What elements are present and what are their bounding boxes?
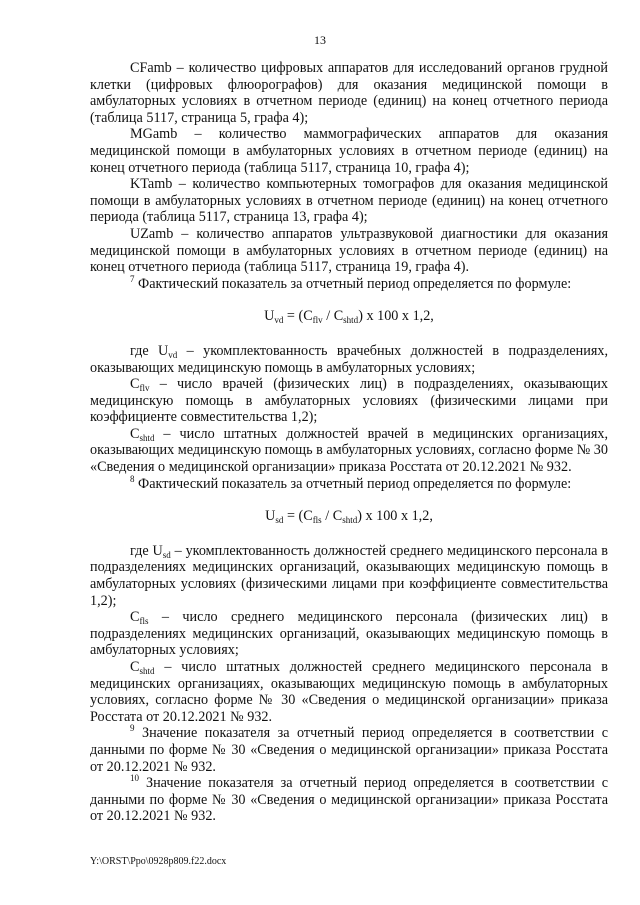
- definition-cshtd-doctors: $C_{shtd}$ – число штатных должностей врачей в медицинских организациях, оказывающих медицинскую помощь в амбулаторных условиях, согласно форме № 30 «Сведения о медицинской организации» приказа Росстата от 20.12.2021 № 932.: [90, 425, 608, 476]
- page-number: 13: [314, 33, 326, 47]
- formula-usd: $U_{sd} = (C_{fls} / C_{shtd})$ x 100 x 1,2,: [265, 508, 433, 526]
- definition-uvd: где $U_{vd}$ – укомплектованность врачебных должностей в подразделениях, оказывающих медицинскую помощь в амбулаторных условиях;: [90, 342, 609, 376]
- formula-uvd: $U_{vd} = (C_{flv} / C_{shtd})$ x 100 x 1,2,: [264, 308, 434, 326]
- definition-usd: где $U_{sd}$ – укомплектованность должностей среднего медицинского персонала в подразделениях медицинских организаций, оказывающих медицинскую помощь в амбулаторных условиях (физическими лицами при коэффициенте совместительства 1,2);: [90, 542, 609, 609]
- paragraph-mgamb: MGamb – количество маммографических аппаратов для оказания медицинской помощи в амбулаторных условиях в отчетном периоде (единиц) на конец отчетного периода (таблица 5117, страница 10, графа 4);: [90, 126, 608, 176]
- definition-cfls: $C_{fls}$ – число среднего медицинского персонала (физических лиц) в подразделениях медицинских организаций, оказывающих медицинскую помощь в амбулаторных условиях;: [90, 609, 608, 659]
- definition-cshtd-nurses: $C_{shtd}$ – число штатных должностей среднего медицинского персонала в медицинских организациях, оказывающих медицинскую помощь в амбулаторных условиях, согласно форме № 30 «Сведения о медицинской организации» приказа Росстата от 20.12.2021 № 932.: [90, 659, 608, 725]
- footnote-9-text: Значение показателя за отчетный период определяется в соответствии с данными по форме № 30 «Сведения о медицинской организации» приказа Росстата от 20.12.2021 № 932.: [90, 725, 608, 775]
- definition-cflv: $C_{flv}$ – число врачей (физических лиц) в подразделениях, оказывающих медицинскую помощь в амбулаторных условиях (физическими лицами при коэффициенте совместительства 1,2);: [90, 376, 608, 426]
- footer-file-path: Y:\ORST\Ppo\0928p809.f22.docx: [90, 856, 227, 867]
- footnote-9: [90, 725, 608, 775]
- paragraph-ktamb: KTamb – количество компьютерных томографов для оказания медицинской помощи в амбулаторных условиях в отчетном периоде (единиц) на конец отчетного периода (таблица 5117, страница 13, графа 4);: [90, 176, 608, 226]
- footnote-10-number: 10: [130, 773, 139, 784]
- footnote-7-text: Фактический показатель за отчетный период определяется по формуле:: [134, 275, 572, 292]
- footnote-7-number: 7: [130, 273, 135, 284]
- footnote-8: [90, 473, 608, 493]
- footnote-8-text: Фактический показатель за отчетный период определяется по формуле:: [134, 475, 572, 492]
- footnote-9-number: 9: [130, 723, 135, 734]
- footnote-10: [90, 775, 608, 825]
- paragraph-cfamb: CFamb – количество цифровых аппаратов для исследований органов грудной клетки (цифровых флюорографов) для оказания медицинской помощи в амбулаторных условиях в отчетном периоде (единиц) на конец отчетного периода (таблица 5117, страница 5, графа 4);: [90, 60, 608, 126]
- document-body: [90, 60, 608, 825]
- footnote-10-text: Значение показателя за отчетный период определяется в соответствии с данными по форме № 30 «Сведения о медицинской организации» приказа Росстата от 20.12.2021 № 932.: [90, 775, 608, 825]
- paragraph-uzamb: UZamb – количество аппаратов ультразвуковой диагностики для оказания медицинской помощи в амбулаторных условиях в отчетном периоде (единиц) на конец отчетного периода (таблица 5117, страница 19, графа 4).: [90, 225, 608, 276]
- footnote-8-number: 8: [130, 473, 135, 484]
- footnote-7: [90, 273, 608, 293]
